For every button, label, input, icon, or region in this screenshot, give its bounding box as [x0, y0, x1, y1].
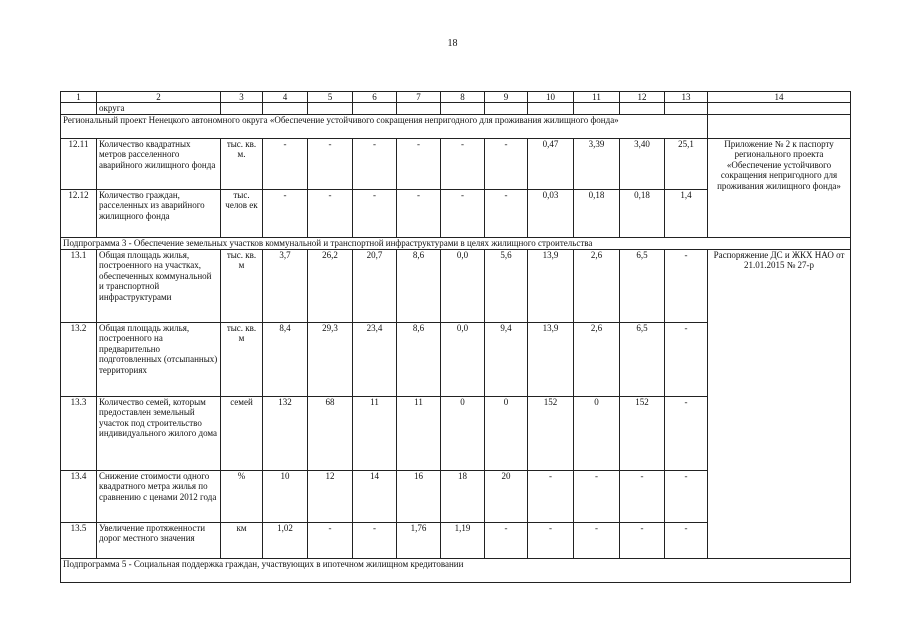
value-cell: - — [665, 322, 708, 396]
value-cell: - — [485, 189, 528, 237]
value-cell: 0 — [574, 396, 620, 470]
page-number: 18 — [447, 38, 458, 49]
value-cell: 1,4 — [665, 189, 708, 237]
value-cell: 11 — [397, 396, 441, 470]
unit-cell: тыс. кв. м. — [221, 138, 263, 189]
header-cell: 10 — [528, 92, 574, 103]
header-cell: 4 — [263, 92, 308, 103]
value-cell: - — [353, 138, 397, 189]
header-row — [61, 92, 851, 103]
header-cell: 9 — [485, 92, 528, 103]
value-cell: 68 — [308, 396, 353, 470]
value-cell: 13,9 — [528, 249, 574, 322]
indicator-name: Количество квадратных метров расселенного аварийного жилищного фонда — [97, 138, 221, 189]
value-cell: 16 — [397, 470, 441, 522]
header-cell: 1 — [61, 92, 97, 103]
value-cell: 0,47 — [528, 138, 574, 189]
value-cell: 2,6 — [574, 249, 620, 322]
indicator-name: Общая площадь жилья, построенного на участках, обеспеченных коммунальной и транспортной инфраструктурами — [97, 249, 221, 322]
value-cell: - — [308, 522, 353, 558]
indicator-name: Снижение стоимости одного квадратного метра жилья по сравнению с ценами 2012 года — [97, 470, 221, 522]
value-cell: - — [397, 138, 441, 189]
value-cell: 8,6 — [397, 322, 441, 396]
header-cell: 14 — [708, 92, 851, 103]
indicator-name: Количество граждан, расселенных из аварийного жилищного фонда — [97, 189, 221, 237]
subprogram-5-title: Подпрограмма 5 - Социальная поддержка граждан, участвующих в ипотечном жилищном кредитовании — [61, 558, 851, 582]
value-cell: 23,4 — [353, 322, 397, 396]
value-cell: - — [441, 189, 485, 237]
value-cell: 3,39 — [574, 138, 620, 189]
value-cell: 20,7 — [353, 249, 397, 322]
project-note: Приложение № 2 к паспорту регионального проекта «Обеспечение устойчивого сокращения непригодного для проживания жилищного фонда» — [708, 138, 851, 237]
unit-cell: тыс. челов ек — [221, 189, 263, 237]
header-cell: 7 — [397, 92, 441, 103]
value-cell: 13,9 — [528, 322, 574, 396]
value-cell: 14 — [353, 470, 397, 522]
value-cell: - — [485, 522, 528, 558]
indicator-name: Увеличение протяженности дорог местного значения — [97, 522, 221, 558]
value-cell: 6,5 — [620, 249, 665, 322]
header-cell: 13 — [665, 92, 708, 103]
value-cell: 25,1 — [665, 138, 708, 189]
value-cell: 12 — [308, 470, 353, 522]
header-cell: 5 — [308, 92, 353, 103]
value-cell: 29,3 — [308, 322, 353, 396]
row-number: 13.5 — [61, 522, 97, 558]
value-cell: 8,4 — [263, 322, 308, 396]
value-cell: 0,18 — [620, 189, 665, 237]
indicator-name: Общая площадь жилья, построенного на предварительно подготовленных (отсыпанных) территориях — [97, 322, 221, 396]
value-cell: - — [665, 522, 708, 558]
value-cell: - — [528, 522, 574, 558]
header-cell: 3 — [221, 92, 263, 103]
value-cell: 1,76 — [397, 522, 441, 558]
value-cell: 3,40 — [620, 138, 665, 189]
value-cell: - — [665, 249, 708, 322]
continuation-text: округа — [97, 103, 221, 115]
value-cell: - — [528, 470, 574, 522]
table-row — [61, 138, 851, 189]
value-cell: - — [665, 396, 708, 470]
value-cell: 152 — [620, 396, 665, 470]
value-cell: - — [397, 189, 441, 237]
header-cell: 12 — [620, 92, 665, 103]
subprogram-3-title: Подпрограмма 3 - Обеспечение земельных участков коммунальной и транспортной инфраструктурами в целях жилищного строительства — [61, 237, 851, 249]
value-cell: 2,6 — [574, 322, 620, 396]
indicator-name: Количество семей, которым предоставлен земельный участок под строительство индивидуального жилого дома — [97, 396, 221, 470]
value-cell: - — [620, 522, 665, 558]
row-number: 13.2 — [61, 322, 97, 396]
value-cell: 9,4 — [485, 322, 528, 396]
value-cell: 18 — [441, 470, 485, 522]
subprogram-3-note: Распоряжение ДС и ЖКХ НАО от 21.01.2015 № 27-р — [708, 249, 851, 558]
value-cell: - — [308, 138, 353, 189]
section-row — [61, 558, 851, 582]
value-cell: - — [441, 138, 485, 189]
value-cell: 10 — [263, 470, 308, 522]
unit-cell: семей — [221, 396, 263, 470]
value-cell: - — [485, 138, 528, 189]
row-number: 12.12 — [61, 189, 97, 237]
value-cell: - — [574, 470, 620, 522]
row-number: 13.3 — [61, 396, 97, 470]
value-cell: - — [665, 470, 708, 522]
value-cell: 6,5 — [620, 322, 665, 396]
value-cell: 0 — [441, 396, 485, 470]
header-cell: 6 — [353, 92, 397, 103]
section-row — [61, 114, 851, 138]
indicators-table — [60, 91, 851, 583]
value-cell: - — [353, 522, 397, 558]
value-cell: 11 — [353, 396, 397, 470]
unit-cell: тыс. кв. м — [221, 249, 263, 322]
table-row — [61, 249, 851, 322]
row-number: 13.4 — [61, 470, 97, 522]
value-cell: 1,19 — [441, 522, 485, 558]
value-cell: 0 — [485, 396, 528, 470]
value-cell: 26,2 — [308, 249, 353, 322]
value-cell: - — [353, 189, 397, 237]
value-cell: 8,6 — [397, 249, 441, 322]
value-cell: - — [263, 189, 308, 237]
header-cell: 2 — [97, 92, 221, 103]
unit-cell: тыс. кв. м — [221, 322, 263, 396]
continuation-row — [61, 103, 851, 115]
value-cell: - — [574, 522, 620, 558]
header-cell: 11 — [574, 92, 620, 103]
unit-cell: % — [221, 470, 263, 522]
value-cell: - — [308, 189, 353, 237]
value-cell: 0,0 — [441, 322, 485, 396]
unit-cell: км — [221, 522, 263, 558]
value-cell: 5,6 — [485, 249, 528, 322]
header-cell: 8 — [441, 92, 485, 103]
value-cell: 1,02 — [263, 522, 308, 558]
row-number: 13.1 — [61, 249, 97, 322]
project-title: Региональный проект Ненецкого автономного округа «Обеспечение устойчивого сокращения непригодного для проживания жилищного фонда» — [61, 114, 708, 138]
section-row — [61, 237, 851, 249]
value-cell: 20 — [485, 470, 528, 522]
value-cell: 0,0 — [441, 249, 485, 322]
value-cell: 0,03 — [528, 189, 574, 237]
value-cell: 3,7 — [263, 249, 308, 322]
value-cell: - — [263, 138, 308, 189]
value-cell: 152 — [528, 396, 574, 470]
value-cell: 132 — [263, 396, 308, 470]
value-cell: - — [620, 470, 665, 522]
row-number: 12.11 — [61, 138, 97, 189]
value-cell: 0,18 — [574, 189, 620, 237]
